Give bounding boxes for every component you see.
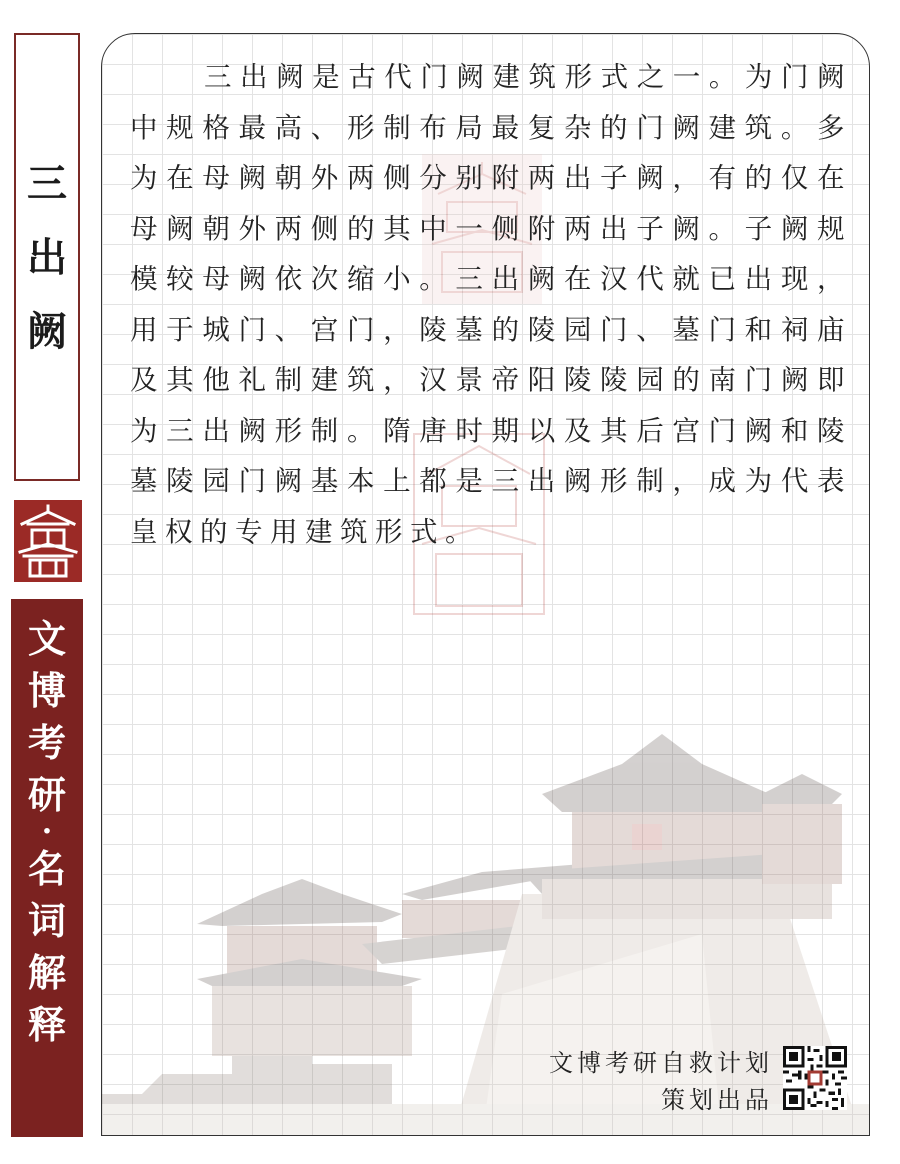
term-title-box xyxy=(14,33,80,481)
term-title-char: 阙 xyxy=(27,308,67,355)
definition-card xyxy=(101,33,870,1136)
banner-char: 博 xyxy=(27,669,66,713)
credit-producer: 策划出品 xyxy=(661,1086,773,1114)
banner-char: 考 xyxy=(27,721,66,765)
banner-char: 词 xyxy=(27,899,66,943)
banner-separator-dot: · xyxy=(41,814,53,849)
gate-tower-icon xyxy=(14,500,82,582)
definition-paragraph: 三出阙是古代门阙建筑形式之一。为门阙中规格最高、形制布局最复杂的门阙建筑。多为在母阙朝外两侧分别附两出子阙，有的仅在母阙朝外两侧的其中一侧附两出子阙。子阙规模较母阙依次缩小。三出阙在汉代就已出现，用于城门、宫门，陵墓的陵园门、墓门和祠庙及其他礼制建筑，汉景帝阳陵陵园的南门阙即为三出阙形制。隋唐时期以及其后宫门阙和陵墓陵园门阙基本上都是三出阙形制，成为代表皇权的专用建筑形式。 xyxy=(130,61,852,548)
banner-char: 文 xyxy=(27,617,66,661)
credit-project-name: 文博考研自救计划 xyxy=(549,1049,773,1077)
banner-char: 解 xyxy=(27,951,66,995)
banner-char: 释 xyxy=(27,1003,66,1047)
banner-char: 研 xyxy=(27,773,66,817)
term-title-char: 三 xyxy=(27,160,67,207)
qr-code-icon[interactable] xyxy=(783,1046,847,1110)
banner-char: 名 xyxy=(27,847,66,891)
term-title-char: 出 xyxy=(27,234,67,281)
que-seal-logo xyxy=(14,500,82,582)
series-banner xyxy=(11,599,83,1137)
